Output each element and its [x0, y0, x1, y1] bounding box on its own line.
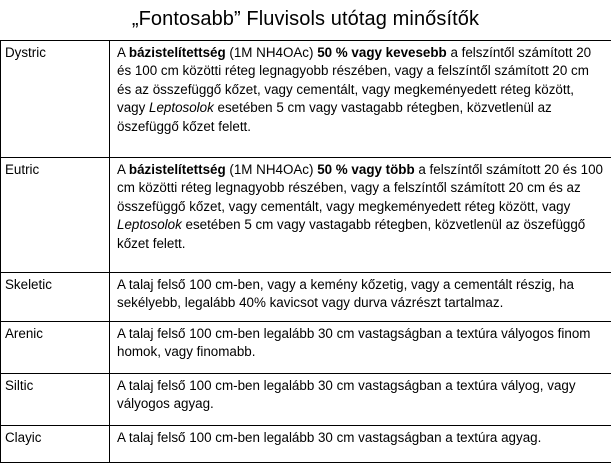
desc-text: esetében 5 cm vagy vastagabb rétegben, közvetlenül az öszefüggő kőzet felett.	[117, 100, 552, 133]
qualifier-description	[110, 41, 611, 158]
qualifier-name: Skeletic	[1, 273, 110, 322]
qualifier-description: A talaj felső 100 cm-ben legalább 30 cm vastagságban a textúra vályogos finom homok, vagy finomabb.	[110, 322, 611, 374]
desc-threshold: 50 % vagy több	[317, 162, 414, 177]
table-row	[1, 426, 611, 463]
desc-text: A	[117, 162, 129, 177]
table-row	[1, 158, 611, 273]
desc-text: A	[117, 45, 129, 60]
table-row	[1, 322, 611, 374]
table-row	[1, 273, 611, 322]
desc-term: bázistelítettség	[129, 162, 226, 177]
qualifier-name: Siltic	[1, 374, 110, 426]
desc-text: a felszíntől számított 20 és 100 cm közötti réteg legnagyobb részében, vagy a felszíntől számított 20 cm és az összefüggő kőzet, vagy cementált, vagy megkeményedett réteg között, vagy	[117, 45, 591, 115]
table-row	[1, 374, 611, 426]
desc-text: a felszíntől számított 20 és 100 cm közötti réteg legnagyobb részében, vagy a felszíntől számított 20 cm és az összefüggő kőzet, vagy cementált, vagy megkeményedett réteg között, vagy	[117, 162, 603, 214]
qualifier-description: A talaj felső 100 cm-ben legalább 30 cm vastagságban a textúra agyag.	[110, 426, 611, 463]
qualifier-name: Eutric	[1, 158, 110, 273]
qualifier-description	[110, 158, 611, 273]
desc-threshold: 50 % vagy kevesebb	[317, 45, 447, 60]
qualifier-description: A talaj felső 100 cm-ben legalább 30 cm vastagságban a textúra vályog, vagy vályogos agyag.	[110, 374, 611, 426]
desc-soil-group: Leptosolok	[117, 217, 182, 232]
qualifier-table	[0, 40, 611, 463]
qualifier-name: Clayic	[1, 426, 110, 463]
table-row	[1, 41, 611, 158]
desc-text: esetében 5 cm vagy vastagabb rétegben, közvetlenül az öszefüggő kőzet felett.	[117, 217, 585, 250]
desc-term: bázistelítettség	[129, 45, 226, 60]
qualifier-name: Arenic	[1, 322, 110, 374]
qualifier-description: A talaj felső 100 cm-ben, vagy a kemény kőzetig, vagy a cementált részig, ha sekélyebb, legalább 40% kavicsot vagy durva vázrészt tartalmaz.	[110, 273, 611, 322]
desc-text: (1M NH4OAc)	[226, 162, 318, 177]
qualifier-name: Dystric	[1, 41, 110, 158]
desc-text: (1M NH4OAc)	[226, 45, 318, 60]
desc-soil-group: Leptosolok	[149, 100, 214, 115]
page-title: „Fontosabb” Fluvisols utótag minősítők	[0, 5, 611, 33]
